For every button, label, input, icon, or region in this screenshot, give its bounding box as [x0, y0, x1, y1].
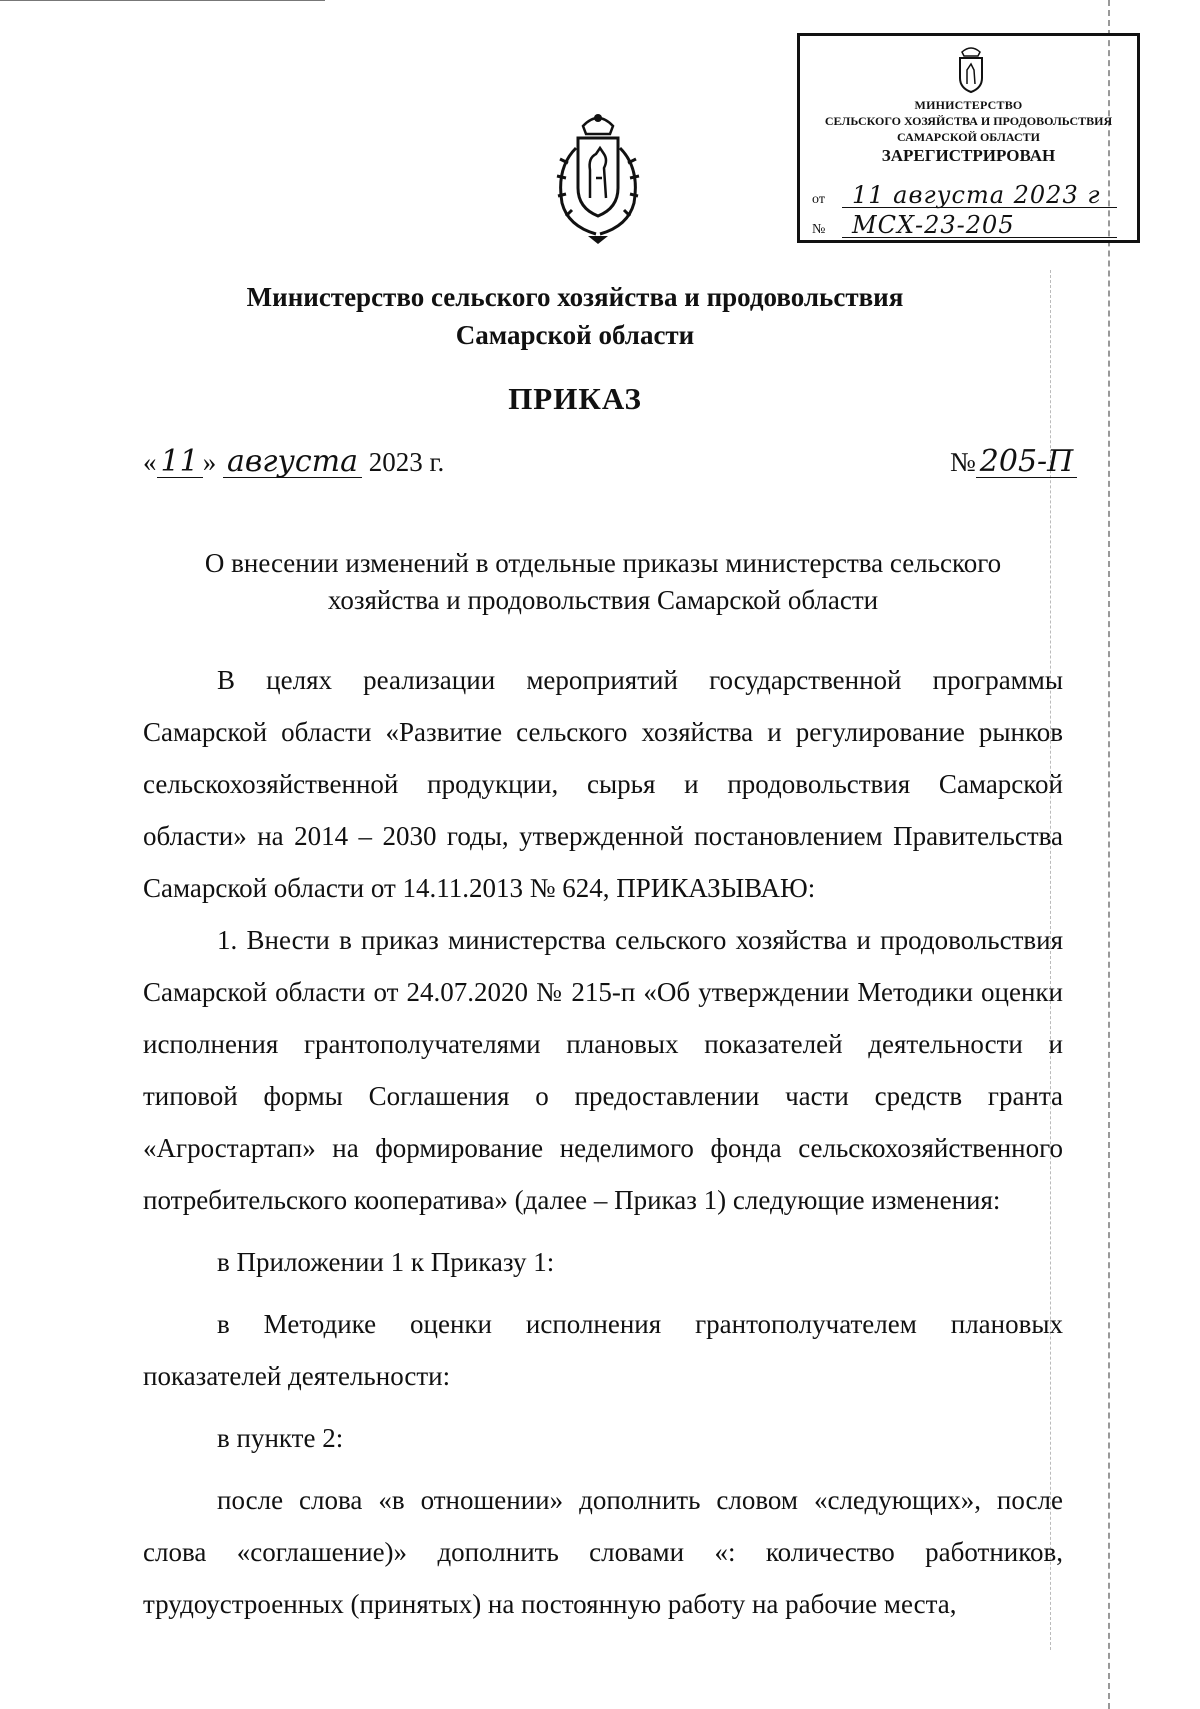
scan-edge-line [0, 0, 325, 1]
subject-line-1: О внесении изменений в отдельные приказы министерства сельского [204, 548, 1002, 578]
paragraph: в пункте 2: [217, 1423, 344, 1453]
stamp-line-2: СЕЛЬСКОГО ХОЗЯЙСТВА И ПРОДОВОЛЬСТВИЯ [824, 114, 1113, 128]
order-month: августа [223, 447, 362, 478]
order-year: 2023 г. [368, 447, 445, 477]
order-number-value: 205-П [976, 447, 1078, 478]
coat-of-arms-icon [538, 108, 658, 248]
order-number [950, 444, 1077, 479]
stamp-date-value: 11 августа 2023 г [842, 183, 1117, 208]
ministry-name [0, 278, 1200, 354]
document-title: ПРИКАЗ [508, 381, 642, 416]
paragraph: в Методике оценки исполнения грантополучателем плановых показателей деятельности: [143, 1309, 1063, 1391]
ministry-name-line-1: Министерство сельского хозяйства и продовольствия [246, 282, 904, 312]
stamp-number-label: № [812, 222, 826, 237]
registration-stamp [797, 33, 1140, 243]
paragraph: 1. Внести в приказ министерства сельского хозяйства и продовольствия Самарской области от 24.07.2020 № 215-п «Об утверждении Методики оценки исполнения грантополучателями плановых показателей деятельности и типовой формы Соглашения о предоставлении части средств гранта «Агростартап» на формирование неделимого фонда сельскохозяйственного потребительского кооператива» (далее – Приказ 1) следующие изменения: [143, 925, 1063, 1215]
stamp-emblem-icon [950, 44, 992, 96]
order-day: 11 [157, 447, 203, 478]
paragraph: в Приложении 1 к Приказу 1: [217, 1247, 555, 1277]
stamp-line-3: САМАРСКОЙ ОБЛАСТИ [897, 130, 1040, 144]
ministry-name-line-2: Самарской области [455, 320, 695, 350]
stamp-date-row [812, 182, 1125, 210]
paragraph: после слова «в отношении» дополнить словом «следующих», после слова «соглашение)» дополнить словами «: количество работников, трудоустроенных (принятых) на постоянную работу на рабочие места, [143, 1485, 1063, 1619]
order-subject [143, 545, 1063, 619]
date-open-quote: « [143, 447, 157, 477]
stamp-number-row [812, 212, 1125, 240]
order-number-label: № [950, 447, 976, 477]
stamp-number-value: МСХ-23-205 [842, 213, 1117, 238]
date-close-quote: » [202, 447, 217, 477]
scan-margin-line [1108, 0, 1110, 1709]
stamp-registered: ЗАРЕГИСТРИРОВАН [881, 146, 1056, 165]
stamp-date-label: от [812, 192, 825, 207]
subject-line-2: хозяйства и продовольствия Самарской области [327, 585, 879, 615]
order-date [143, 444, 445, 479]
stamp-line-1: МИНИСТЕРСТВО [914, 98, 1023, 112]
order-body [143, 654, 1063, 1630]
paragraph: В целях реализации мероприятий государственной программы Самарской области «Развитие сельского хозяйства и регулирование рынков сельскохозяйственной продукции, сырья и продовольствия Самарской области» на 2014 – 2030 годы, утвержденной постановлением Правительства Самарской области от 14.11.2013 № 624, ПРИКАЗЫВАЮ: [143, 665, 1063, 903]
